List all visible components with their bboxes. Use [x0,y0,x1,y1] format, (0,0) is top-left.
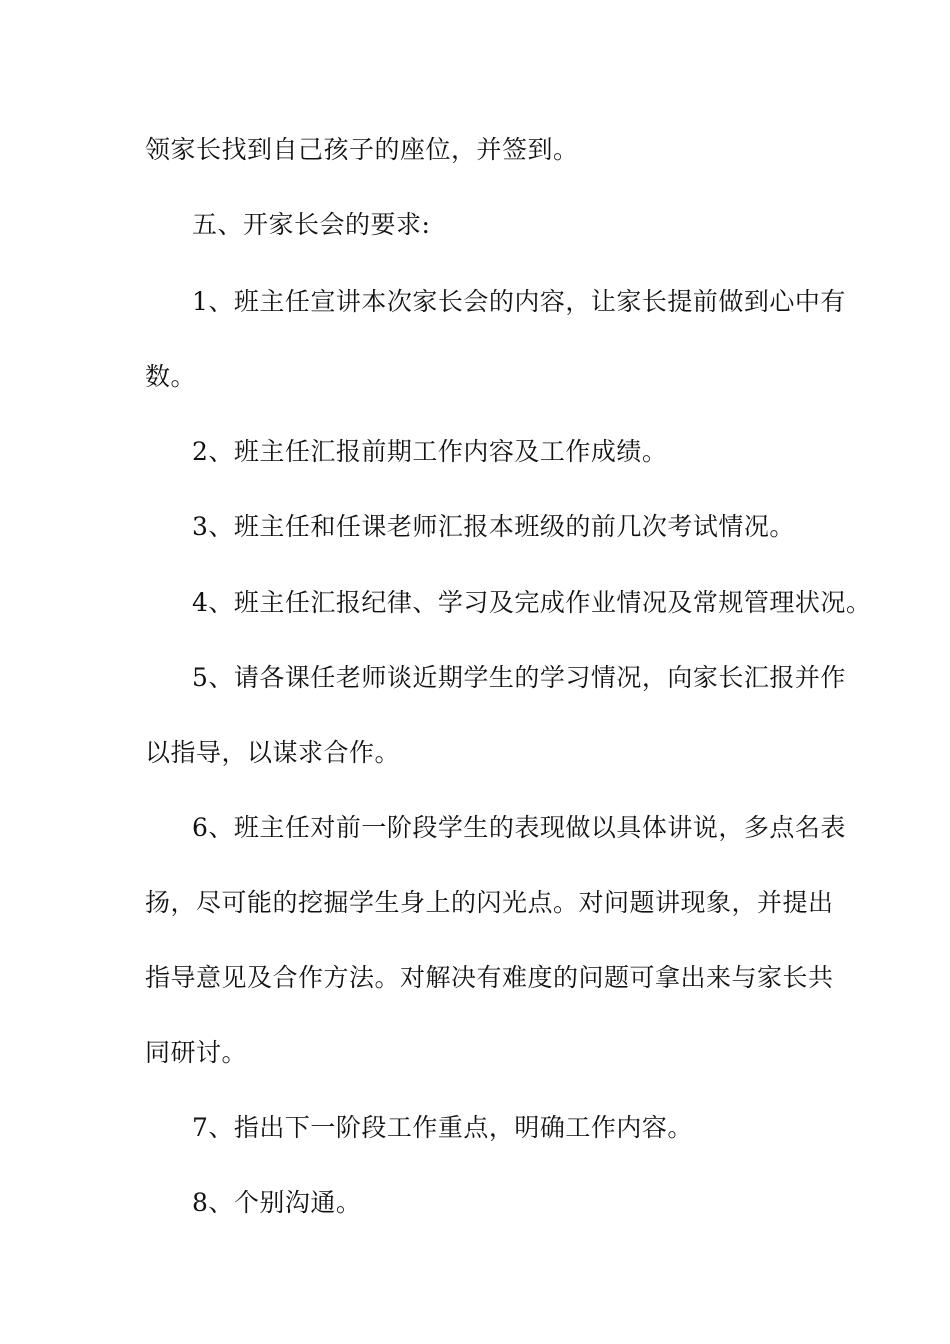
list-item-3: 3、班主任和任课老师汇报本班级的前几次考试情况。 [192,512,795,541]
list-item-6-cont-2: 指导意见及合作方法。对解决有难度的问题可拿出来与家长共 [145,963,834,992]
list-item-2: 2、班主任汇报前期工作内容及工作成绩。 [192,437,668,466]
list-item-6-cont-1: 扬，尽可能的挖掘学生身上的闪光点。对问题讲现象，并提出 [145,888,834,917]
section-heading: 五、开家长会的要求: [192,210,431,239]
list-item-5: 5、请各课任老师谈近期学生的学习情况，向家长汇报并作 [192,663,846,692]
list-item-1: 1、班主任宣讲本次家长会的内容，让家长提前做到心中有 [192,287,846,316]
list-item-5-cont: 以指导，以谋求合作。 [145,738,401,767]
list-item-6: 6、班主任对前一阶段学生的表现做以具体讲说，多点名表 [192,813,846,842]
list-item-4: 4、班主任汇报纪律、学习及完成作业情况及常规管理状况。 [192,588,872,617]
list-item-8: 8、个别沟通。 [192,1188,362,1217]
text-line: 领家长找到自己孩子的座位，并签到。 [145,135,579,164]
list-item-7: 7、指出下一阶段工作重点，明确工作内容。 [192,1113,693,1142]
list-item-1-cont: 数。 [145,362,197,391]
list-item-6-cont-3: 同研讨。 [145,1038,248,1067]
